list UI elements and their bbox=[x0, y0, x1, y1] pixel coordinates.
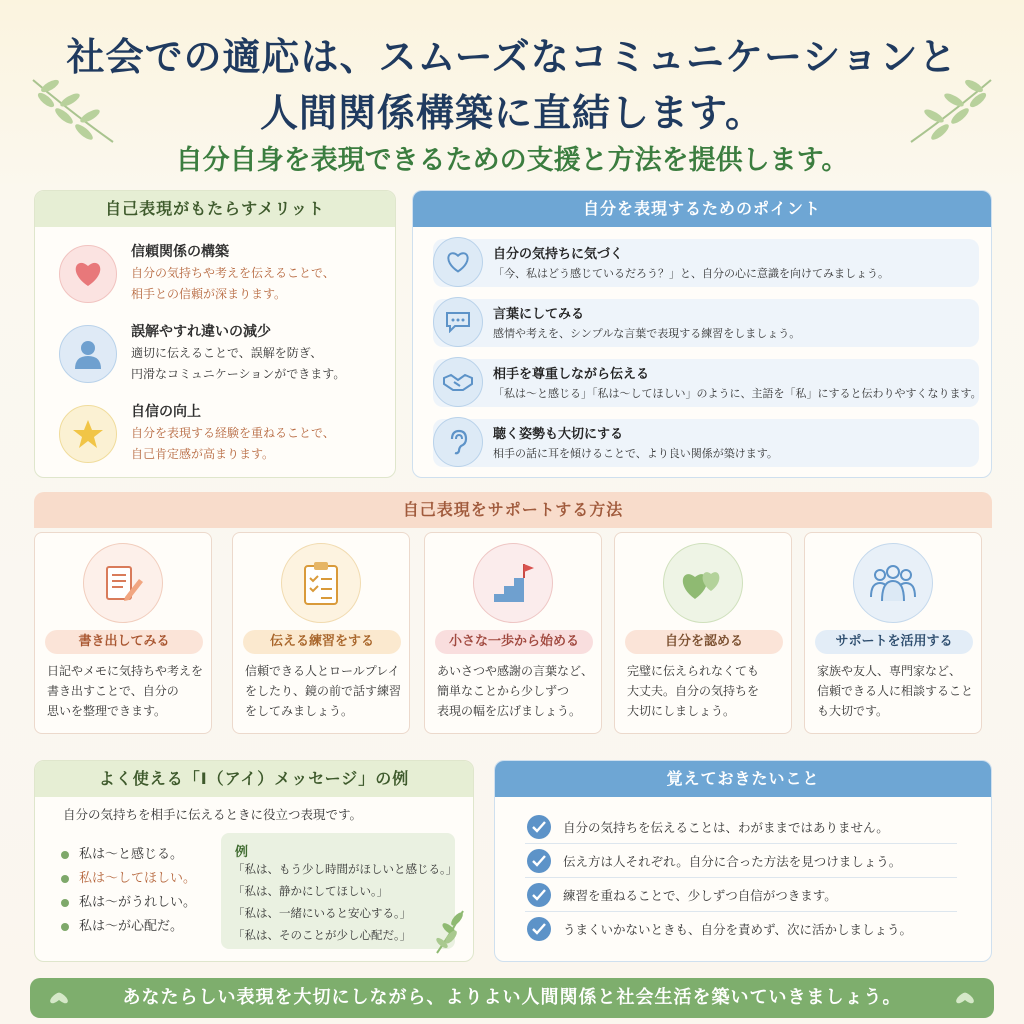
handshake-icon bbox=[433, 357, 483, 407]
bullet-text: 私は～と感じる。 bbox=[79, 847, 184, 862]
remember-text: うまくいかないときも、自分を責めず、次に活かしましょう。 bbox=[563, 922, 913, 937]
point-item bbox=[433, 239, 979, 287]
example-title: 例 bbox=[235, 845, 249, 860]
desc-line: をしてみましょう。 bbox=[245, 704, 354, 718]
support-card-desc bbox=[817, 661, 973, 721]
bullet-item bbox=[61, 891, 196, 910]
remember-text: 伝え方は人それぞれ。自分に合った方法を見つけましょう。 bbox=[563, 854, 902, 869]
footer-text: あなたらしい表現を大切にしながら、よりよい人間関係と社会生活を築いていきましょう。 bbox=[122, 987, 902, 1008]
notebook-pencil-icon bbox=[83, 543, 163, 623]
leaf-sprig-icon bbox=[433, 907, 469, 955]
point-item bbox=[433, 359, 982, 407]
point-title: 自分の気持ちに気づく bbox=[493, 247, 624, 262]
point-title: 聴く姿勢も大切にする bbox=[493, 427, 624, 442]
support-card bbox=[424, 532, 602, 734]
check-circle-icon bbox=[527, 849, 551, 873]
merit-title: 信頼関係の構築 bbox=[131, 244, 229, 260]
merit-title: 誤解やすれ違いの減少 bbox=[131, 324, 271, 340]
divider bbox=[525, 877, 957, 878]
support-card-desc bbox=[437, 661, 593, 721]
support-card-desc bbox=[47, 661, 203, 721]
remember-item bbox=[521, 847, 961, 879]
bullet-text: 私は～してほしい。 bbox=[79, 871, 197, 886]
bullet-text: 私は～がうれしい。 bbox=[79, 895, 197, 910]
point-desc: 「今、私はどう感じているだろう？」と、自分の心に意識を向けてみましょう。 bbox=[493, 267, 889, 280]
ear-icon bbox=[433, 417, 483, 467]
bullet-item bbox=[61, 843, 183, 862]
support-card-label: サポートを活用する bbox=[815, 630, 973, 654]
merits-heading: 自己表現がもたらすメリット bbox=[35, 191, 395, 227]
imessage-heading: よく使える「I（アイ）メッセージ」の例 bbox=[35, 761, 473, 797]
desc-line: 信頼できる人に相談すること bbox=[817, 684, 974, 698]
point-item bbox=[433, 299, 979, 347]
bullet-dot bbox=[61, 875, 69, 883]
point-desc: 相手の話に耳を傾けることで、より良い関係が築けます。 bbox=[493, 447, 778, 460]
bullet-dot bbox=[61, 923, 69, 931]
stairs-flag-icon bbox=[473, 543, 553, 623]
support-card-label: 小さな一歩から始める bbox=[435, 630, 593, 654]
example-line: 「私は、一緒にいると安心する。」 bbox=[233, 906, 412, 920]
points-panel bbox=[412, 190, 992, 478]
imessage-panel bbox=[34, 760, 474, 962]
merit-desc-line: 自分の気持ちや考えを伝えることで、 bbox=[131, 266, 335, 280]
support-card-desc bbox=[245, 661, 401, 721]
hearts-icon bbox=[663, 543, 743, 623]
desc-line: をしたり、鏡の前で話す練習 bbox=[245, 684, 402, 698]
desc-line: 信頼できる人とロールプレイ bbox=[245, 664, 400, 678]
merit-title: 自信の向上 bbox=[131, 404, 201, 420]
merit-item bbox=[59, 241, 389, 311]
remember-text: 自分の気持ちを伝えることは、わがままではありません。 bbox=[563, 820, 889, 835]
desc-line: 家族や友人、専門家など、 bbox=[817, 664, 962, 678]
support-card-desc bbox=[627, 661, 759, 721]
desc-line: 大丈夫。自分の気持ちを bbox=[627, 684, 760, 698]
heart-icon bbox=[59, 245, 117, 303]
point-item bbox=[433, 419, 979, 467]
desc-line: も大切です。 bbox=[817, 704, 889, 718]
page-subtitle: 自分自身を表現できるための支援と方法を提供します。 bbox=[175, 145, 849, 176]
bullet-dot bbox=[61, 851, 69, 859]
merit-item bbox=[59, 321, 389, 391]
desc-line: 完璧に伝えられなくても bbox=[627, 664, 760, 678]
example-box bbox=[221, 833, 458, 949]
merit-desc-line: 円滑なコミュニケーションができます。 bbox=[131, 367, 346, 381]
merit-desc-line: 適切に伝えることで、誤解を防ぎ、 bbox=[131, 346, 323, 360]
page-title-line2: 人間関係構築に直結します。 bbox=[260, 90, 764, 135]
desc-line: 簡単なことから少しずつ bbox=[437, 684, 570, 698]
imessage-intro: 自分の気持ちを相手に伝えるときに役立つ表現です。 bbox=[63, 807, 363, 822]
merits-panel bbox=[34, 190, 396, 478]
header bbox=[0, 0, 1024, 185]
bullet-dot bbox=[61, 899, 69, 907]
remember-text: 練習を重ねることで、少しずつ自信がつきます。 bbox=[563, 888, 837, 903]
footer-banner bbox=[30, 978, 994, 1018]
leaf-right-icon bbox=[954, 988, 976, 1008]
merit-desc bbox=[131, 423, 335, 465]
clipboard-checklist-icon bbox=[281, 543, 361, 623]
speech-bubble-icon bbox=[433, 297, 483, 347]
desc-line: 日記やメモに気持ちや考えを bbox=[47, 664, 204, 678]
point-title: 言葉にしてみる bbox=[493, 307, 585, 322]
desc-line: 書き出すことで、自分の bbox=[47, 684, 179, 698]
desc-line: 表現の幅を広げましょう。 bbox=[437, 704, 582, 718]
support-section bbox=[34, 492, 992, 744]
example-line: 「私は、静かにしてほしい。」 bbox=[233, 884, 389, 898]
support-card bbox=[804, 532, 982, 734]
remember-heading: 覚えておきたいこと bbox=[495, 761, 991, 797]
remember-item bbox=[521, 915, 961, 947]
merit-desc-line: 相手との信頼が深まります。 bbox=[131, 287, 287, 301]
support-card bbox=[34, 532, 212, 734]
support-card-label: 書き出してみる bbox=[45, 630, 203, 654]
desc-line: 思いを整理できます。 bbox=[47, 704, 167, 718]
bullet-text: 私は～が心配だ。 bbox=[79, 919, 184, 934]
example-line: 「私は、もう少し時間がほしいと感じる。」 bbox=[233, 862, 458, 876]
merit-desc bbox=[131, 343, 345, 385]
point-desc: 感情や考えを、シンプルな言葉で表現する練習をしましょう。 bbox=[493, 327, 801, 340]
bullet-item bbox=[61, 867, 196, 886]
group-people-icon bbox=[853, 543, 933, 623]
merit-desc-line: 自己肯定感が高まります。 bbox=[131, 447, 275, 461]
merit-desc bbox=[131, 263, 335, 305]
check-circle-icon bbox=[527, 815, 551, 839]
support-card-label: 伝える練習をする bbox=[243, 630, 401, 654]
support-card-label: 自分を認める bbox=[625, 630, 783, 654]
check-circle-icon bbox=[527, 917, 551, 941]
example-line: 「私は、そのことが少し心配だ。」 bbox=[233, 928, 412, 942]
point-title: 相手を尊重しながら伝える bbox=[493, 367, 650, 382]
heart-outline-icon bbox=[433, 237, 483, 287]
check-circle-icon bbox=[527, 883, 551, 907]
remember-panel bbox=[494, 760, 992, 962]
merit-item bbox=[59, 401, 389, 471]
support-card bbox=[232, 532, 410, 734]
support-heading: 自己表現をサポートする方法 bbox=[34, 492, 992, 528]
divider bbox=[525, 843, 957, 844]
bullet-item bbox=[61, 915, 183, 934]
leaf-left-icon bbox=[48, 988, 70, 1008]
divider bbox=[525, 911, 957, 912]
points-heading: 自分を表現するためのポイント bbox=[413, 191, 991, 227]
desc-line: あいさつや感謝の言葉など、 bbox=[437, 664, 594, 678]
desc-line: 大切にしましょう。 bbox=[627, 704, 736, 718]
star-icon bbox=[59, 405, 117, 463]
merit-desc-line: 自分を表現する経験を重ねることで、 bbox=[131, 426, 335, 440]
person-icon bbox=[59, 325, 117, 383]
remember-item bbox=[521, 881, 961, 913]
remember-item bbox=[521, 813, 961, 845]
point-desc: 「私は～と感じる」「私は～してほしい」のように、主語を「私」にすると伝わりやすくなります。 bbox=[493, 387, 982, 400]
page-title-line1: 社会での適応は、スムーズなコミュニケーションと bbox=[66, 34, 958, 79]
support-card bbox=[614, 532, 792, 734]
